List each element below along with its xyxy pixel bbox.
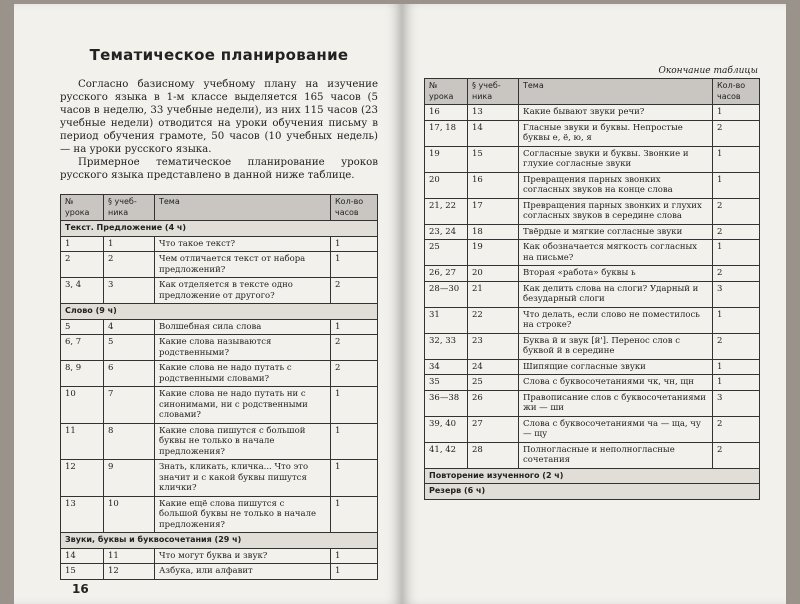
paragraph-cell: 3 [104,278,155,304]
lesson-number-cell: 17, 18 [425,120,468,146]
paragraph-cell: 10 [104,496,155,533]
header-hours: Кол-во часов [713,79,760,105]
topic-cell: Какие бывают звуки речи? [519,105,713,121]
continuation-label: Окончание таблицы [658,66,758,76]
hours-cell: 1 [713,240,760,266]
topic-cell: Гласные звуки и буквы. Непростые буквы е, ё, ю, я [519,120,713,146]
table-section-row [61,221,378,237]
table-row [425,281,760,307]
lesson-number-cell: 32, 33 [425,333,468,359]
table-row [425,146,760,172]
lesson-number-cell: 16 [425,105,468,121]
paragraph-cell: 6 [104,361,155,387]
table-header-row [425,79,760,105]
lesson-number-cell: 31 [425,307,468,333]
topic-cell: Какие слова не надо путать с родственными словами? [155,361,331,387]
hours-cell: 1 [713,307,760,333]
table-body-right [425,105,760,500]
topic-cell: Слова с буквосочетаниями ча — ща, чу — щу [519,416,713,442]
paragraph-cell: 20 [468,266,519,282]
lesson-number-cell: 28—30 [425,281,468,307]
lesson-number-cell: 10 [61,387,104,424]
paragraph-cell: 8 [104,423,155,460]
paragraph-cell: 19 [468,240,519,266]
page-number: 16 [72,582,89,596]
lesson-number-cell: 2 [61,252,104,278]
paragraph-cell: 5 [104,335,155,361]
topic-cell: Как делить слова на слоги? Ударный и безударный слоги [519,281,713,307]
topic-cell: Какие ещё слова пишутся с большой буквы не только в начале предложения? [155,496,331,533]
intro-text [60,78,378,182]
hours-cell: 1 [713,375,760,391]
intro-paragraph-2: Примерное тематическое планирование уроков русского языка представлено в данной ниже таблице. [60,157,378,181]
hours-cell: 1 [713,359,760,375]
lesson-number-cell: 8, 9 [61,361,104,387]
topic-cell: Что такое текст? [155,236,331,252]
lesson-number-cell: 15 [61,564,104,580]
topic-cell: Знать, кликать, кличка... Что это значит и с какой буквы пишутся клички? [155,460,331,497]
paragraph-cell: 15 [468,146,519,172]
topic-cell: Чем отличается текст от набора предложений? [155,252,331,278]
lesson-number-cell: 14 [61,548,104,564]
topic-cell: Вторая «работа» буквы ь [519,266,713,282]
lesson-number-cell: 23, 24 [425,224,468,240]
table-row [61,335,378,361]
section-title: Звуки, буквы и буквосочетания (29 ч) [61,533,378,549]
topic-cell: Слова с буквосочетаниями чк, чн, щн [519,375,713,391]
topic-cell: Как обозначается мягкость согласных на письме? [519,240,713,266]
section-title: Резерв (6 ч) [425,484,760,500]
table-row [425,359,760,375]
table-row [425,266,760,282]
hours-cell: 2 [713,198,760,224]
paragraph-cell: 13 [468,105,519,121]
hours-cell: 2 [713,333,760,359]
page-title: Тематическое планирование [89,46,349,64]
hours-cell: 1 [331,496,378,533]
section-title: Повторение изученного (2 ч) [425,468,760,484]
header-textbook-paragraph: § учеб-ника [468,79,519,105]
right-page [402,4,786,604]
header-lesson-number: № урока [425,79,468,105]
table-row [425,442,760,468]
lesson-number-cell: 36—38 [425,390,468,416]
hours-cell: 3 [713,390,760,416]
hours-cell: 1 [331,319,378,335]
paragraph-cell: 23 [468,333,519,359]
topic-cell: Превращения парных звонких согласных звуков на конце слова [519,172,713,198]
lesson-number-cell: 11 [61,423,104,460]
table-row [61,387,378,424]
lesson-number-cell: 35 [425,375,468,391]
hours-cell: 1 [331,423,378,460]
topic-cell: Буква й и звук [й']. Перенос слов с буквой й в середине [519,333,713,359]
lesson-number-cell: 3, 4 [61,278,104,304]
topic-cell: Какие слова не надо путать ни с синонимами, ни с родственными словами? [155,387,331,424]
header-textbook-paragraph: § учеб-ника [104,195,155,221]
paragraph-cell: 26 [468,390,519,416]
table-row [425,120,760,146]
paragraph-cell: 2 [104,252,155,278]
topic-cell: Что могут буква и звук? [155,548,331,564]
lesson-number-cell: 5 [61,319,104,335]
table-body-left [61,221,378,580]
table-row [425,333,760,359]
table-row [61,278,378,304]
paragraph-cell: 16 [468,172,519,198]
lesson-number-cell: 26, 27 [425,266,468,282]
table-row [425,105,760,121]
section-title: Текст. Предложение (4 ч) [61,221,378,237]
hours-cell: 1 [713,105,760,121]
lesson-number-cell: 41, 42 [425,442,468,468]
hours-cell: 1 [713,146,760,172]
table-row [425,224,760,240]
paragraph-cell: 14 [468,120,519,146]
lesson-number-cell: 20 [425,172,468,198]
topic-cell: Что делать, если слово не поместилось на строке? [519,307,713,333]
header-topic: Тема [519,79,713,105]
topic-cell: Правописание слов с буквосочетаниями жи — ши [519,390,713,416]
table-section-row [425,484,760,500]
paragraph-cell: 27 [468,416,519,442]
hours-cell: 2 [331,361,378,387]
topic-cell: Шипящие согласные звуки [519,359,713,375]
hours-cell: 1 [331,236,378,252]
intro-paragraph-1: Согласно базисному учебному плану на изучение русского языка в 1-м классе выделяется 165 часов (5 часов в неделю, 33 учебные недели), из них 115 часов (23 учебные недели) отводится на уроки обучения письму в период обучения грамоте, 50 часов (10 учебных недель) — на уроки русского языка. [60,79,378,155]
topic-cell: Превращения парных звонких и глухих согласных звуков в середине слова [519,198,713,224]
lesson-number-cell: 13 [61,496,104,533]
hours-cell: 2 [713,224,760,240]
paragraph-cell: 7 [104,387,155,424]
lesson-number-cell: 39, 40 [425,416,468,442]
hours-cell: 2 [331,335,378,361]
hours-cell: 3 [713,281,760,307]
topic-cell: Волшебная сила слова [155,319,331,335]
hours-cell: 2 [713,266,760,282]
hours-cell: 1 [713,172,760,198]
paragraph-cell: 24 [468,359,519,375]
topic-cell: Какие слова называются родственными? [155,335,331,361]
planning-table-left [60,194,378,580]
paragraph-cell: 11 [104,548,155,564]
hours-cell: 1 [331,460,378,497]
left-page [14,4,402,604]
paragraph-cell: 21 [468,281,519,307]
topic-cell: Согласные звуки и буквы. Звонкие и глухие согласные звуки [519,146,713,172]
table-row [425,416,760,442]
header-hours: Кол-во часов [331,195,378,221]
planning-table-right [424,78,760,500]
paragraph-cell: 4 [104,319,155,335]
table-row [425,198,760,224]
table-row [425,375,760,391]
topic-cell: Твёрдые и мягкие согласные звуки [519,224,713,240]
topic-cell: Как отделяется в тексте одно предложение от другого? [155,278,331,304]
hours-cell: 2 [331,278,378,304]
table-section-row [61,533,378,549]
table-row [61,548,378,564]
table-row [61,236,378,252]
header-lesson-number: № урока [61,195,104,221]
table-row [425,240,760,266]
lesson-number-cell: 21, 22 [425,198,468,224]
hours-cell: 2 [713,120,760,146]
hours-cell: 2 [713,442,760,468]
table-row [61,564,378,580]
lesson-number-cell: 19 [425,146,468,172]
table-row [425,172,760,198]
section-title: Слово (9 ч) [61,304,378,320]
paragraph-cell: 1 [104,236,155,252]
header-topic: Тема [155,195,331,221]
table-row [61,252,378,278]
table-row [425,307,760,333]
table-section-row [425,468,760,484]
hours-cell: 2 [713,416,760,442]
hours-cell: 1 [331,564,378,580]
paragraph-cell: 28 [468,442,519,468]
paragraph-cell: 17 [468,198,519,224]
table-row [61,423,378,460]
topic-cell: Какие слова пишутся с большой буквы не только в начале предложения? [155,423,331,460]
topic-cell: Азбука, или алфавит [155,564,331,580]
paragraph-cell: 12 [104,564,155,580]
hours-cell: 1 [331,548,378,564]
table-header-row [61,195,378,221]
paragraph-cell: 25 [468,375,519,391]
paragraph-cell: 22 [468,307,519,333]
lesson-number-cell: 12 [61,460,104,497]
paragraph-cell: 18 [468,224,519,240]
paragraph-cell: 9 [104,460,155,497]
lesson-number-cell: 6, 7 [61,335,104,361]
table-row [425,390,760,416]
topic-cell: Полногласные и неполногласные сочетания [519,442,713,468]
lesson-number-cell: 25 [425,240,468,266]
table-row [61,319,378,335]
table-section-row [61,304,378,320]
table-row [61,496,378,533]
table-row [61,361,378,387]
hours-cell: 1 [331,387,378,424]
hours-cell: 1 [331,252,378,278]
lesson-number-cell: 1 [61,236,104,252]
lesson-number-cell: 34 [425,359,468,375]
table-row [61,460,378,497]
